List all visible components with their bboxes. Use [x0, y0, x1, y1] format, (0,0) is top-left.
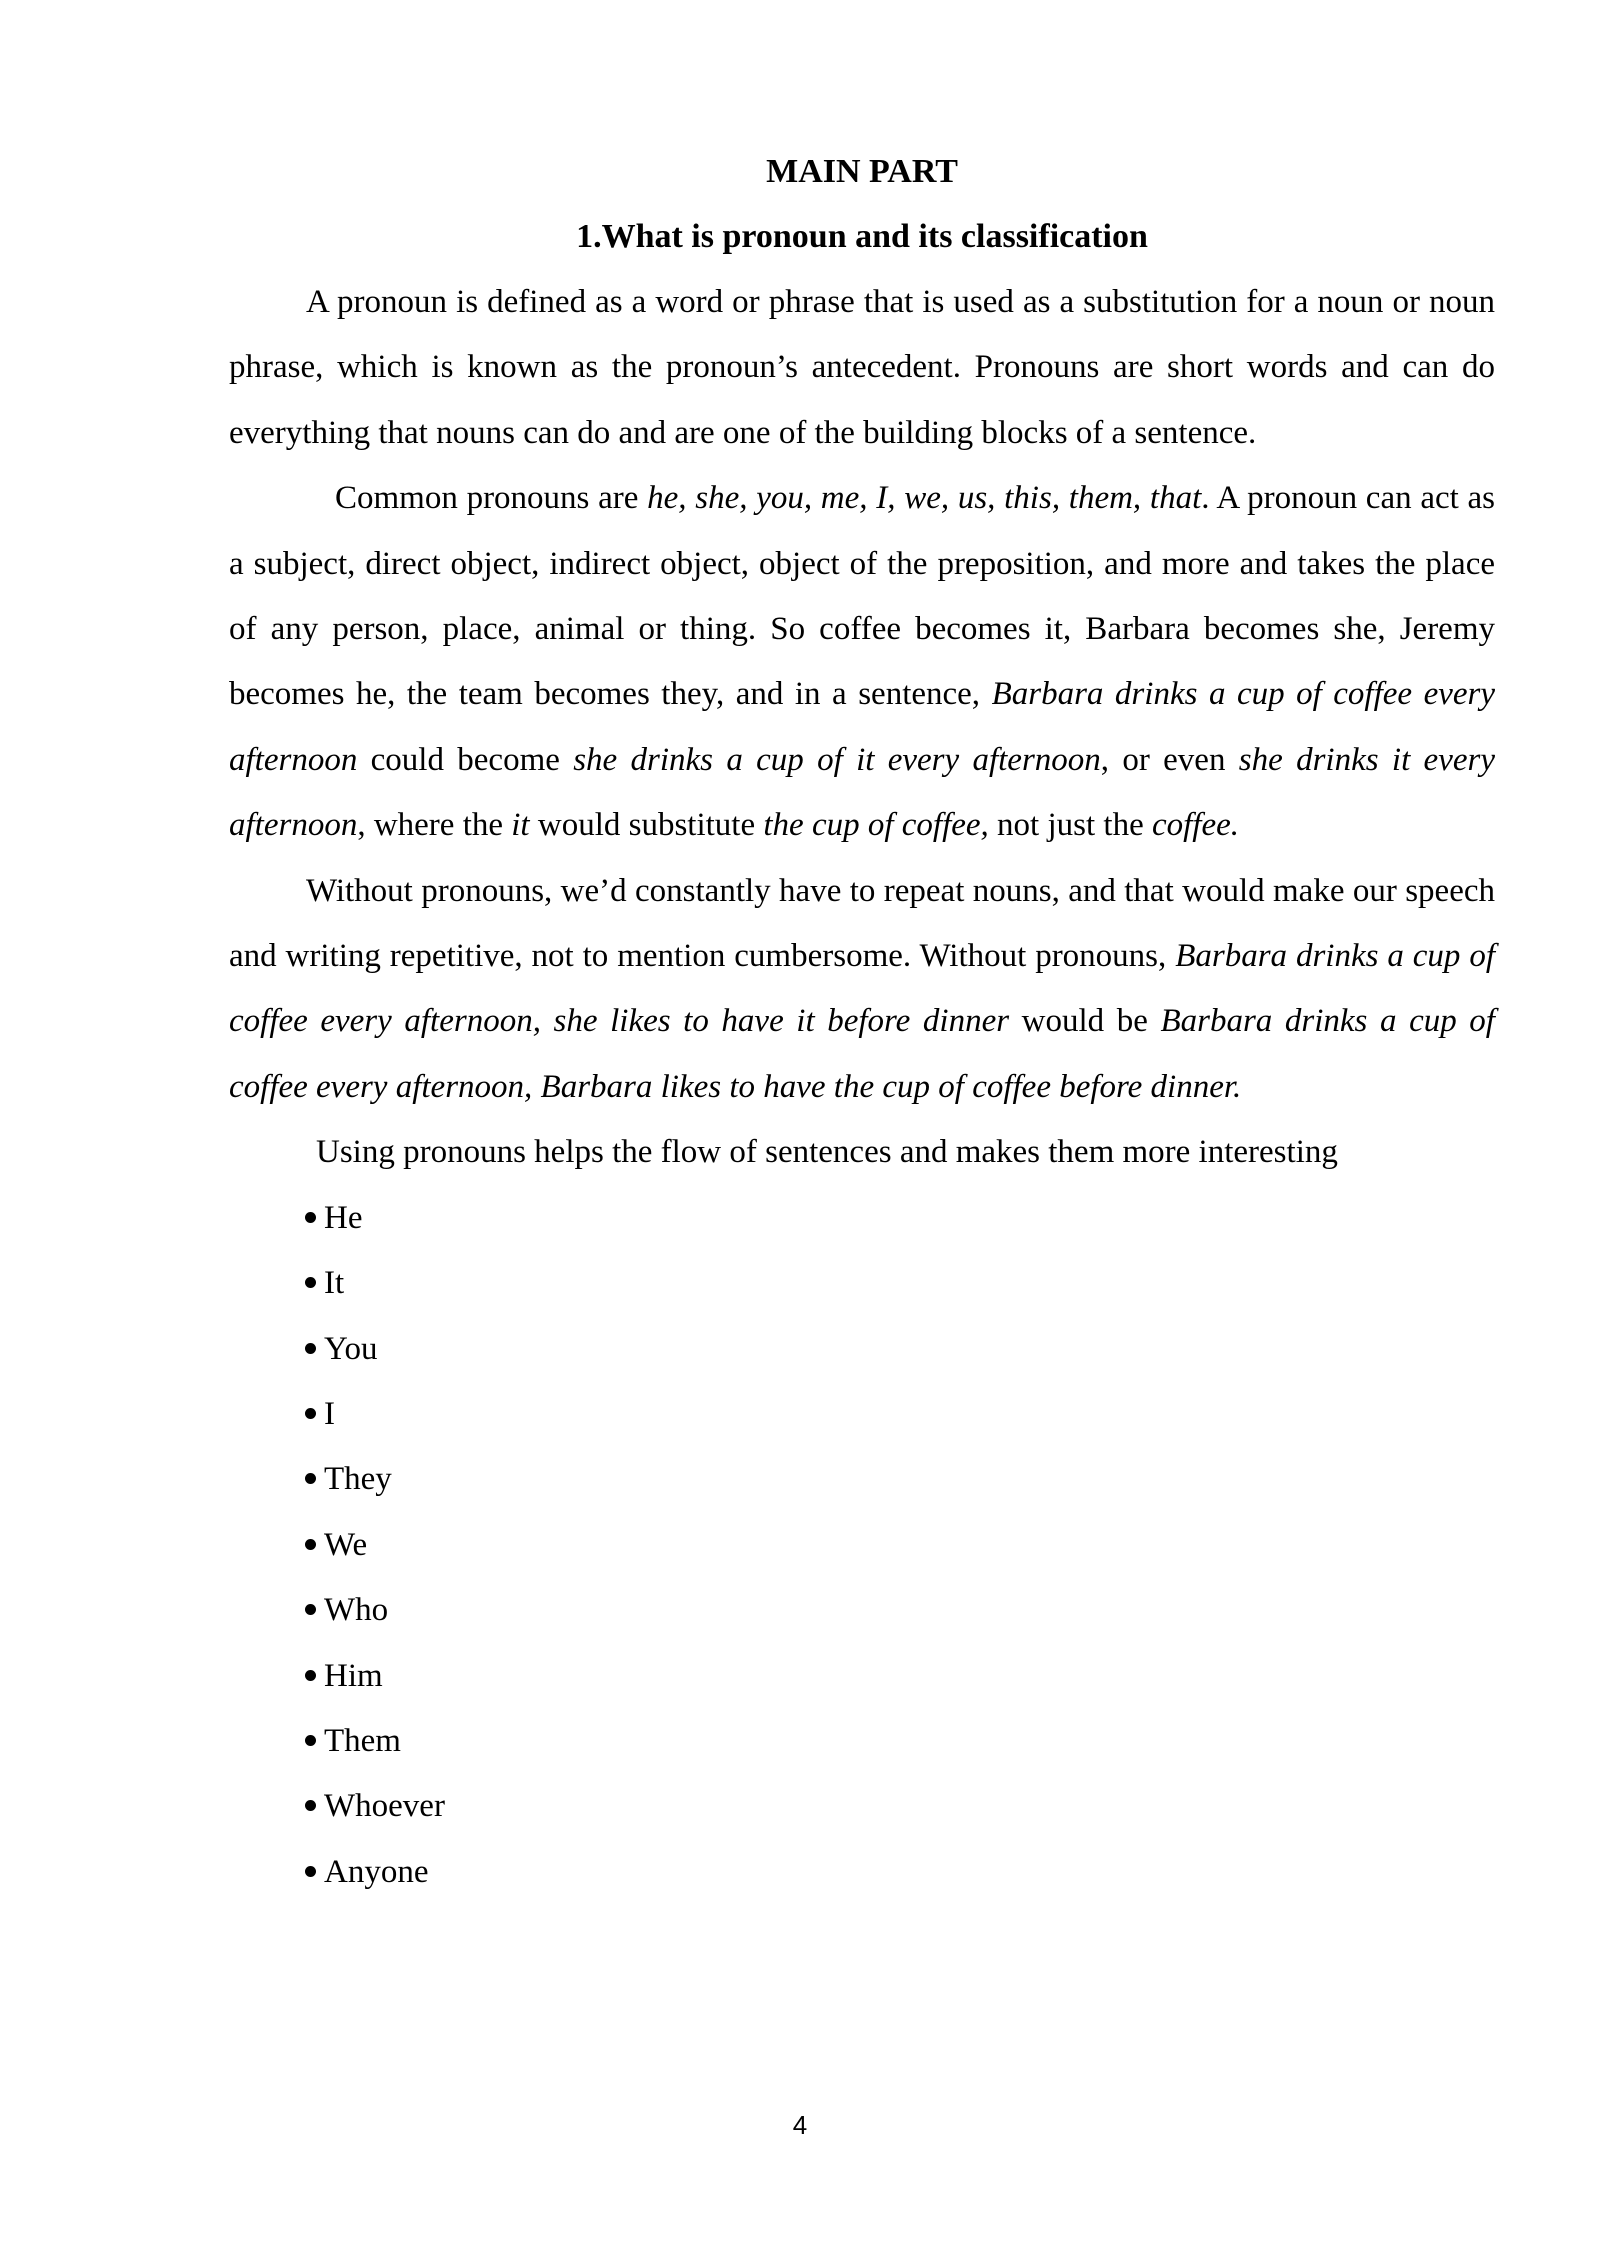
text-run: , where the [357, 807, 512, 844]
list-item [305, 1709, 1495, 1774]
text-run: Common pronouns are [335, 480, 648, 517]
bullet-icon [305, 1539, 316, 1550]
bullet-icon [305, 1866, 316, 1877]
italic-run: she drinks it every afternoon [229, 741, 1495, 844]
main-heading: MAIN PART [766, 153, 958, 190]
bullet-icon [305, 1343, 316, 1354]
page-number: 4 [792, 2110, 808, 2140]
paragraph-common-pronouns [229, 466, 1495, 858]
list-item-text: They [324, 1461, 392, 1498]
list-item [305, 1840, 1495, 1905]
list-item-text: It [324, 1265, 345, 1302]
bullet-icon [305, 1670, 316, 1681]
italic-run: she drinks a cup of it every afternoon [573, 741, 1101, 778]
text-run: Without pronouns, we’d constantly have to repeat nouns, and that would make our speech and writing repetitive, not to mention cumbersome. Without pronouns, [229, 872, 1495, 975]
list-item-text: I [324, 1395, 335, 1432]
section-heading: 1.What is pronoun and its classification [576, 218, 1148, 255]
italic-run: Barbara drinks a cup of coffee every afternoon, Barbara likes to have the cup of coffee before dinner. [229, 1003, 1495, 1105]
bullet-icon [305, 1408, 316, 1419]
bullet-icon [305, 1800, 316, 1811]
list-item [305, 1251, 1495, 1316]
list-item-text: You [324, 1330, 378, 1367]
bullet-icon [305, 1473, 316, 1484]
bullet-icon [305, 1735, 316, 1746]
text-run: would substitute [529, 807, 764, 844]
list-item-text: Anyone [324, 1853, 429, 1890]
document-page [229, 150, 1495, 1905]
italic-run: the cup of coffee, [763, 807, 989, 844]
text-run: could become [357, 741, 574, 778]
italic-run: he, she, you, me, I, we, us, this, them, that [647, 480, 1202, 517]
list-item-text: Him [324, 1657, 383, 1694]
list-item-text: Who [324, 1592, 389, 1629]
list-item-text: We [324, 1526, 368, 1563]
list-item-text: He [324, 1199, 363, 1236]
bullet-icon [305, 1604, 316, 1615]
italic-run: Barbara drinks a cup of coffee every afternoon [229, 676, 1495, 778]
bullet-icon [305, 1212, 316, 1223]
list-item [305, 1513, 1495, 1578]
list-item-text: Them [324, 1722, 401, 1759]
paragraph-without-pronouns [229, 859, 1495, 1121]
bullet-icon [305, 1277, 316, 1288]
list-item-text: Whoever [324, 1788, 445, 1825]
text-run: not just the [988, 807, 1152, 844]
list-item [305, 1644, 1495, 1709]
list-item [305, 1382, 1495, 1447]
paragraph-definition: A pronoun is defined as a word or phrase that is used as a substitution for a noun or noun phrase, which is known as the pronoun’s antecedent. Pronouns are short words and can do everything that nouns can do and are one of the building blocks of a sentence. [229, 284, 1495, 451]
list-item [305, 1774, 1495, 1839]
text-run: , or even [1100, 741, 1239, 778]
list-item [305, 1186, 1495, 1251]
list-item [305, 1317, 1495, 1382]
pronoun-list [229, 1186, 1495, 1905]
list-item [305, 1578, 1495, 1643]
italic-run: coffee. [1151, 807, 1239, 844]
italic-run: it [511, 807, 530, 844]
list-item [305, 1447, 1495, 1512]
text-run: . A pronoun can act as a subject, direct object, indirect object, object of the preposition, and more and takes the place of any person, place, animal or thing. So coffee becomes it, Barbara becomes she, Jeremy becomes he, the team becomes they, and in a sentence, [229, 480, 1495, 713]
italic-run: Barbara drinks a cup of coffee every afternoon, she likes to have it before dinner [229, 938, 1495, 1040]
paragraph-using-pronouns: Using pronouns helps the flow of sentences and makes them more interesting [316, 1134, 1338, 1171]
text-run: would be [1009, 1003, 1161, 1040]
